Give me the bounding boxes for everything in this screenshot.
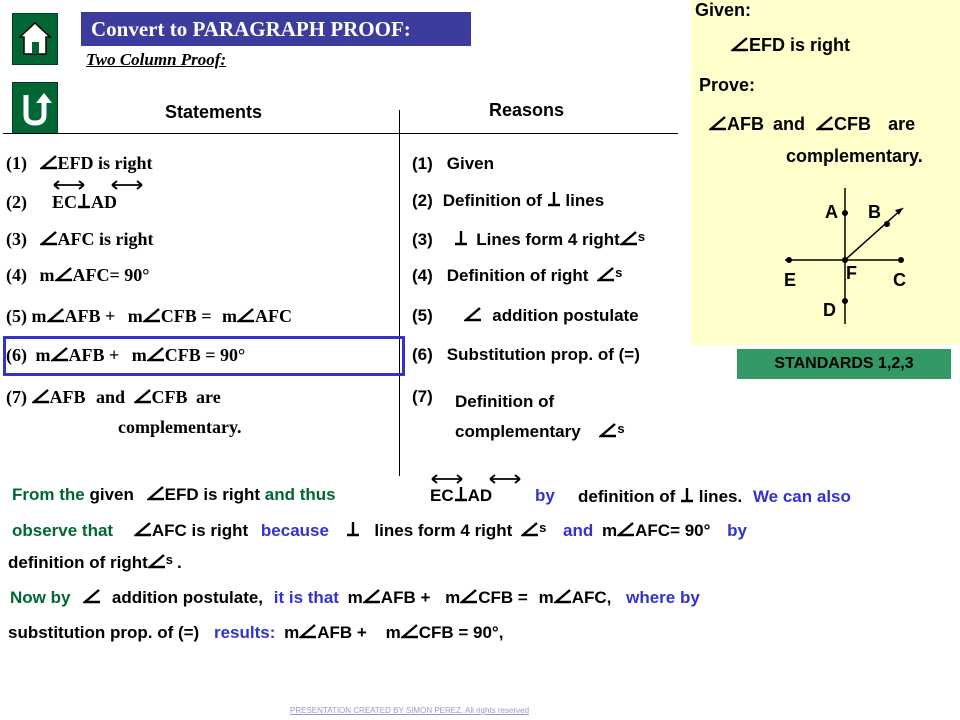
angle-icon [147,485,165,501]
angle-icon [237,307,255,323]
point-e-label: E [784,270,797,290]
angle-icon [55,266,73,282]
angle-icon [709,115,727,131]
perpendicular-icon [547,191,561,207]
home-button[interactable] [12,13,58,65]
angle-icon [47,307,65,323]
footer-credit: PRESENTATION CREATED BY SIMON PEREZ. All rights reserved [290,706,530,715]
angle-icon [40,230,58,246]
reason-1: (1) Given [412,154,495,173]
angle-icon [40,154,58,170]
reasons-header: Reasons [489,100,565,120]
point-f-label: F [846,263,857,283]
paragraph-line-4: Now by addition postulate, it is that m AFB + m CFB = m AFC, where by [10,588,700,607]
perpendicular-icon [454,486,468,502]
statement-7: (7) AFB and CFB are [6,387,221,407]
paragraph-line-2: observe that AFC is right because lines form 4 right $^s$ and m AFC= 90° by [12,520,748,540]
angle-icon [464,306,482,322]
given-prove-panel [691,0,960,345]
home-icon [18,20,52,58]
angle-icon [521,521,539,537]
angle-icon [620,230,638,246]
angle-icon [51,346,69,362]
angle-icon [134,388,152,404]
perpendicular-icon [77,193,91,209]
line-icon [488,474,522,484]
paragraph-line-1-end: by [535,486,555,505]
paragraph-line-1-tail: definition of lines. We can also [578,487,851,506]
prove-statement-cont: complementary. [786,146,923,166]
point-a-label: A [825,202,838,222]
reason-4: (4) Definition of right $^s$ [412,265,623,285]
angle-icon [401,623,419,639]
back-button[interactable] [12,82,58,134]
paragraph-line-1-lines: EC AD [430,486,492,506]
reason-5: (5) addition postulate [412,306,639,325]
point-b-label: B [868,202,881,222]
angle-icon [599,422,617,438]
prove-label: Prove: [699,75,756,95]
statement-2: (2) [6,192,27,212]
angle-icon [134,521,152,537]
point-d-label: D [823,300,836,320]
prove-statement: AFB and CFB are [709,114,915,135]
paragraph-line-1: From the given EFD is right and thus [12,485,336,504]
angle-icon [147,346,165,362]
angle-icon [731,36,749,52]
angle-icon [554,588,572,604]
statement-5: (5) m AFB + m CFB = m AFC [6,306,293,326]
perpendicular-icon [680,487,694,503]
angle-icon [617,521,635,537]
line-icon [110,180,144,190]
reason-3: (3) Lines form 4 right $^s$ [412,229,646,249]
perpendicular-icon [454,230,468,246]
paragraph-line-5: substitution prop. of (=) results: m AFB + m CFB = 90°, [8,623,504,642]
reason-2: (2) Definition of lines [412,191,605,210]
statement-3: (3) AFC is right [6,229,154,249]
reason-7-line1: Definition of [455,392,555,411]
paragraph-line-3: definition of right $^s$ . [8,552,182,572]
table-divider [3,133,678,134]
proof-subtitle: Two Column Proof: [86,50,227,69]
angle-icon [816,115,834,131]
given-label: Given: [695,0,752,20]
angle-icon [597,266,615,282]
point-c-label: C [893,270,906,290]
column-divider [399,110,400,476]
perpendicular-icon [346,521,360,537]
reason-7-line2: complementary $^s$ [455,421,625,441]
statement-6: (6) m AFB + m CFB = 90° [6,345,246,365]
angle-icon [143,307,161,323]
reason-7: (7) [412,387,433,406]
reason-6: (6) Substitution prop. of (=) [412,345,640,364]
angle-icon [363,588,381,604]
angle-icon [299,623,317,639]
given-statement: EFD is right [731,35,850,56]
statements-header: Statements [165,102,263,122]
statement-1: (1) EFD is right [6,153,153,173]
statement-2-lines: EC AD [52,192,117,213]
angle-icon [460,588,478,604]
angle-icon [83,588,101,604]
statement-4: (4) m AFC= 90° [6,265,150,285]
return-icon [18,89,52,127]
page-title: Convert to PARAGRAPH PROOF: [81,12,471,46]
angle-icon [32,388,50,404]
statement-7-cont: complementary. [118,417,242,437]
line-icon [430,474,464,484]
angle-icon [148,553,166,569]
line-icon [52,180,86,190]
standards-badge: STANDARDS 1,2,3 [737,349,951,379]
